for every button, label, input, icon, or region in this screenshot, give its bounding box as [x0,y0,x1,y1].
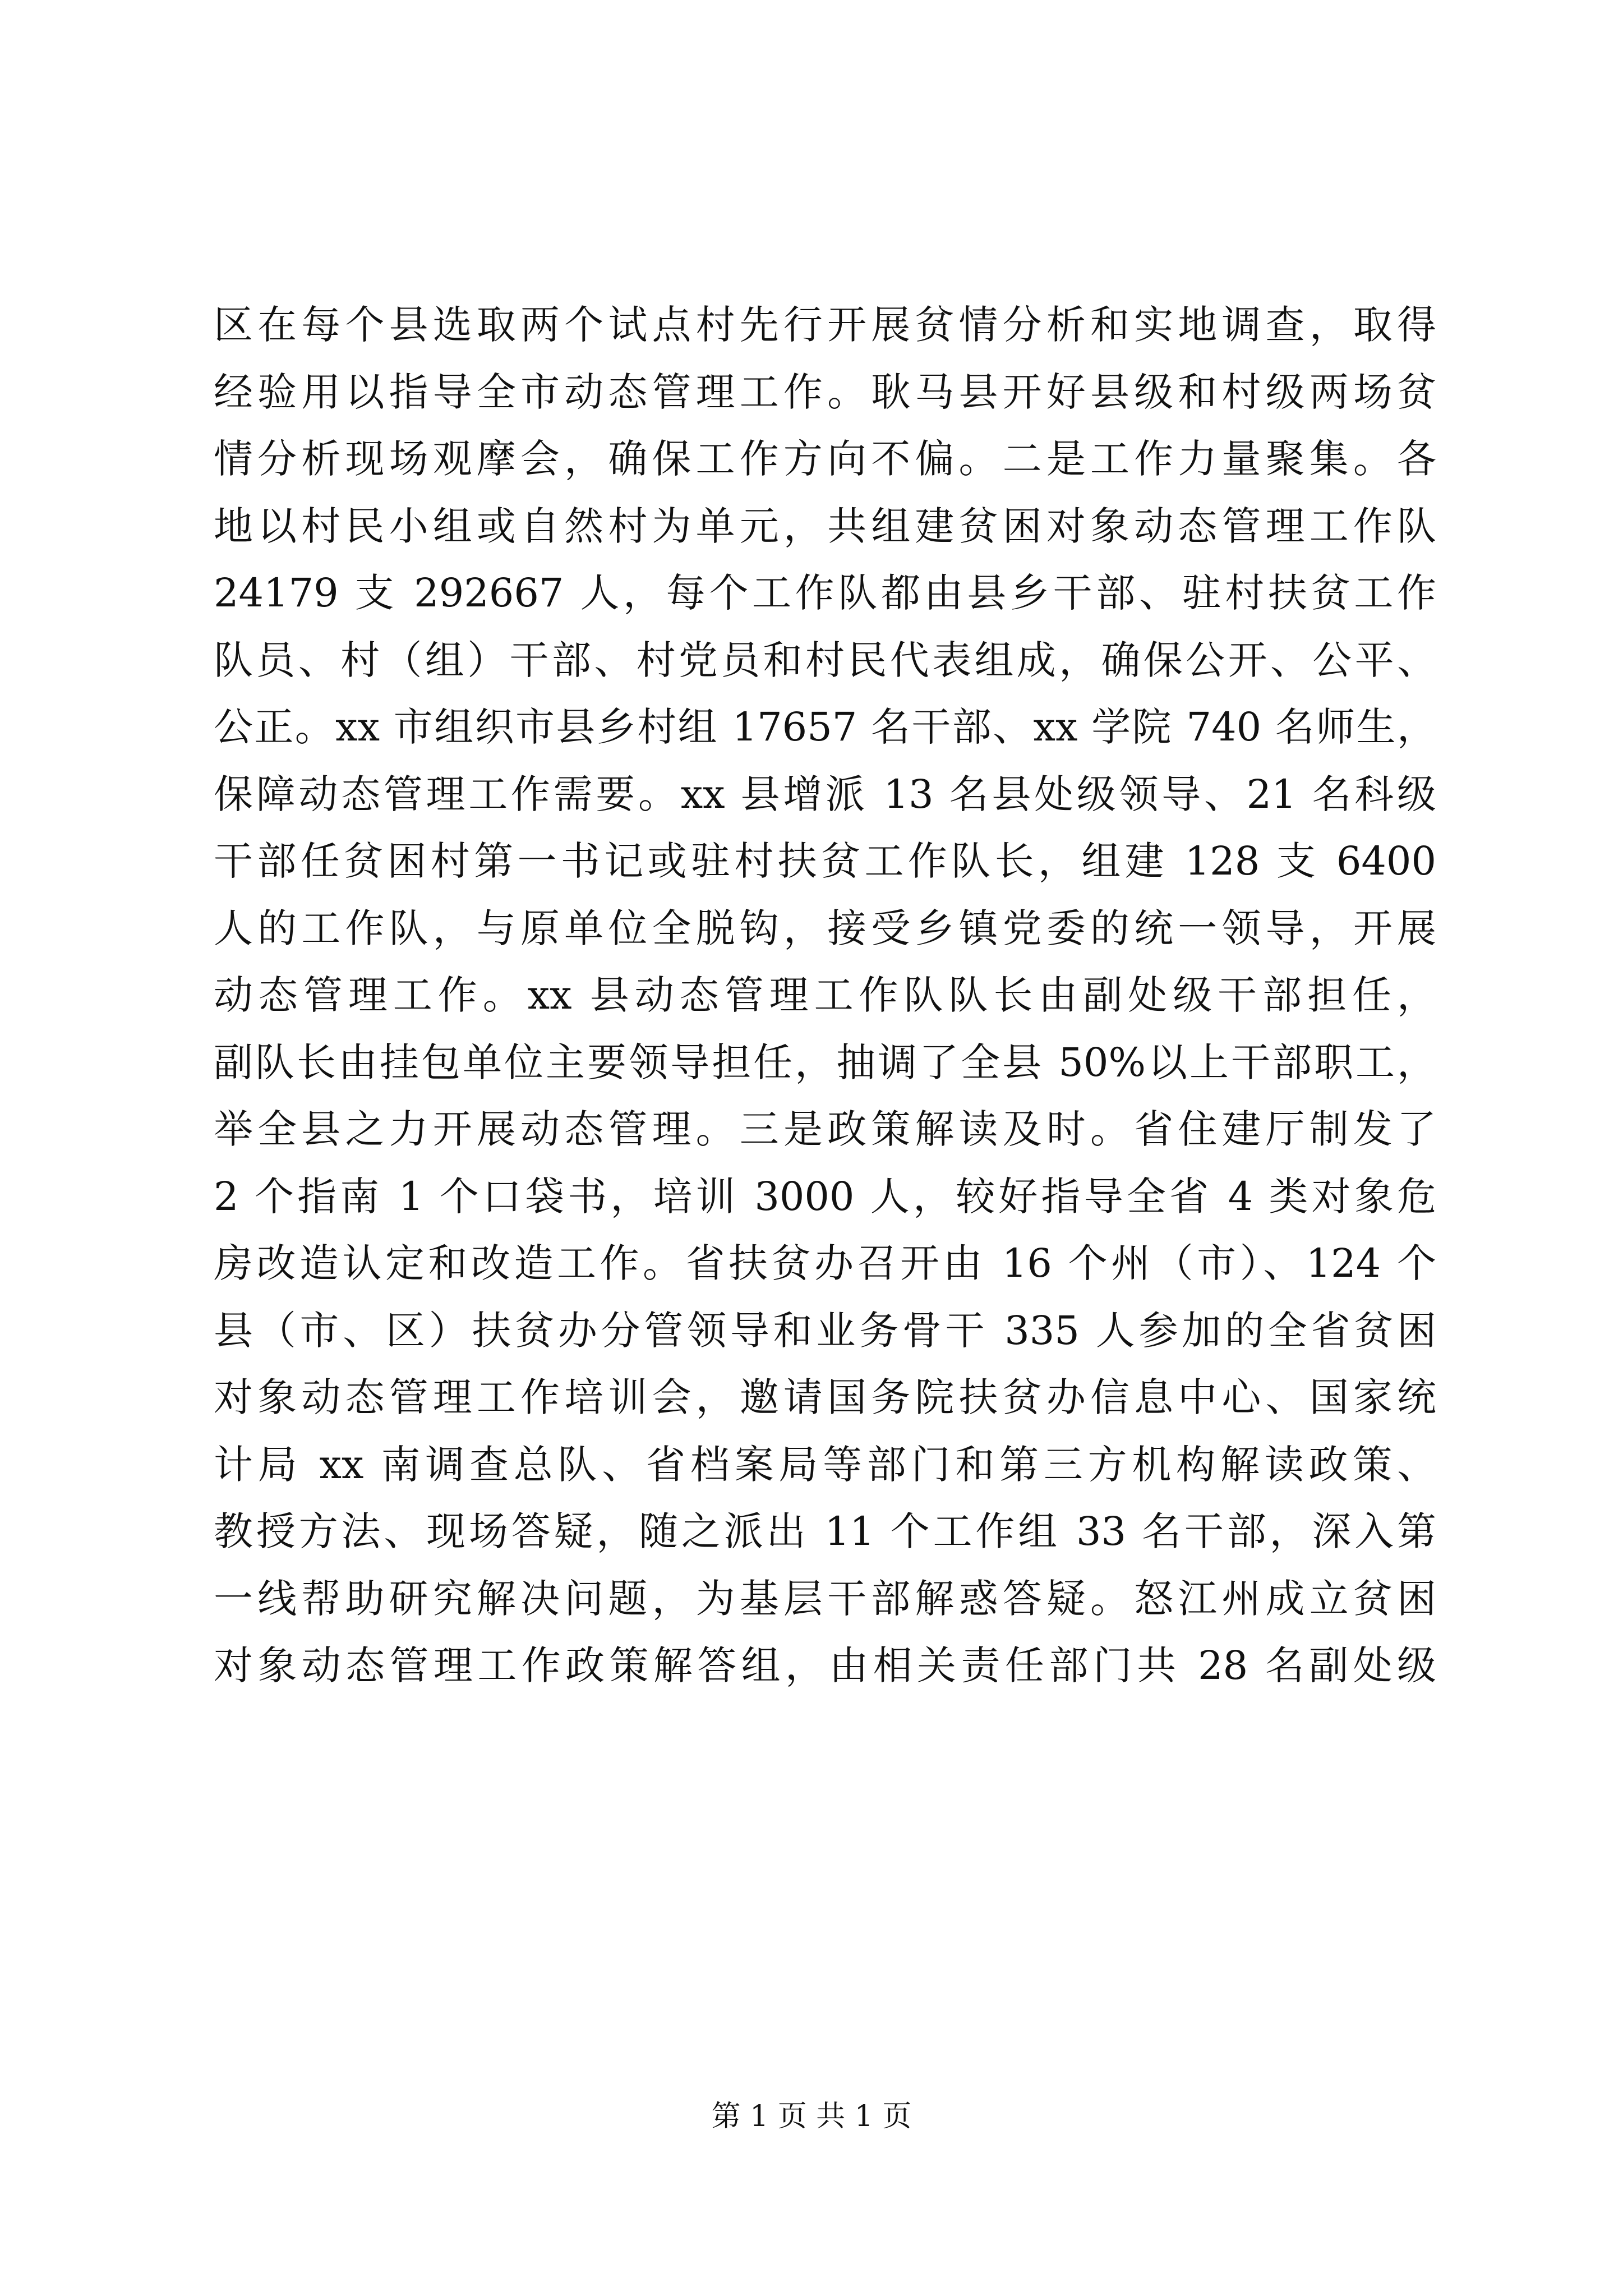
text-line: 举全县之力开展动态管理。三是政策解读及时。省住建厅制发了 [214,1106,1436,1152]
text-line: 县（市、区）扶贫办分管领导和业务骨干 335 人参加的全省贫困 [214,1307,1436,1354]
text-line: 动态管理工作。xx 县动态管理工作队队长由副处级干部担任， [214,972,1436,1018]
text-line: 24179 支 292667 人，每个工作队都由县乡干部、驻村扶贫工作 [214,570,1436,616]
text-line: 干部任贫困村第一书记或驻村扶贫工作队长，组建 128 支 6400 [214,838,1436,884]
text-line: 房改造认定和改造工作。省扶贫办召开由 16 个州（市）、124 个 [214,1240,1436,1286]
text-line: 对象动态管理工作政策解答组，由相关责任部门共 28 名副处级 [214,1642,1436,1688]
text-line: 教授方法、现场答疑，随之派出 11 个工作组 33 名干部，深入第 [214,1508,1436,1554]
text-line: 队员、村（组）干部、村党员和村民代表组成，确保公开、公平、 [214,637,1436,683]
text-line: 人的工作队，与原单位全脱钩，接受乡镇党委的统一领导，开展 [214,905,1436,951]
text-line: 经验用以指导全市动态管理工作。耿马县开好县级和村级两场贫 [214,369,1436,415]
text-line: 公正。xx 市组织市县乡村组 17657 名干部、xx 学院 740 名师生， [214,704,1436,750]
text-line: 一线帮助研究解决问题，为基层干部解惑答疑。怒江州成立贫困 [214,1575,1436,1622]
text-line: 保障动态管理工作需要。xx 县增派 13 名县处级领导、21 名科级 [214,771,1436,817]
text-line: 地以村民小组或自然村为单元，共组建贫困对象动态管理工作队 [214,503,1436,549]
page-footer: 第 1 页 共 1 页 [711,2100,912,2133]
text-line: 情分析现场观摩会，确保工作方向不偏。二是工作力量聚集。各 [214,436,1436,482]
text-line: 区在每个县选取两个试点村先行开展贫情分析和实地调查，取得 [214,302,1436,348]
text-line: 计局 xx 南调查总队、省档案局等部门和第三方机构解读政策、 [214,1441,1436,1488]
text-line: 副队长由挂包单位主要领导担任，抽调了全县 50%以上干部职工， [214,1039,1436,1085]
text-line: 2 个指南 1 个口袋书，培训 3000 人，较好指导全省 4 类对象危 [214,1173,1436,1220]
body-text [214,292,1436,1700]
text-line: 对象动态管理工作培训会，邀请国务院扶贫办信息中心、国家统 [214,1374,1436,1420]
